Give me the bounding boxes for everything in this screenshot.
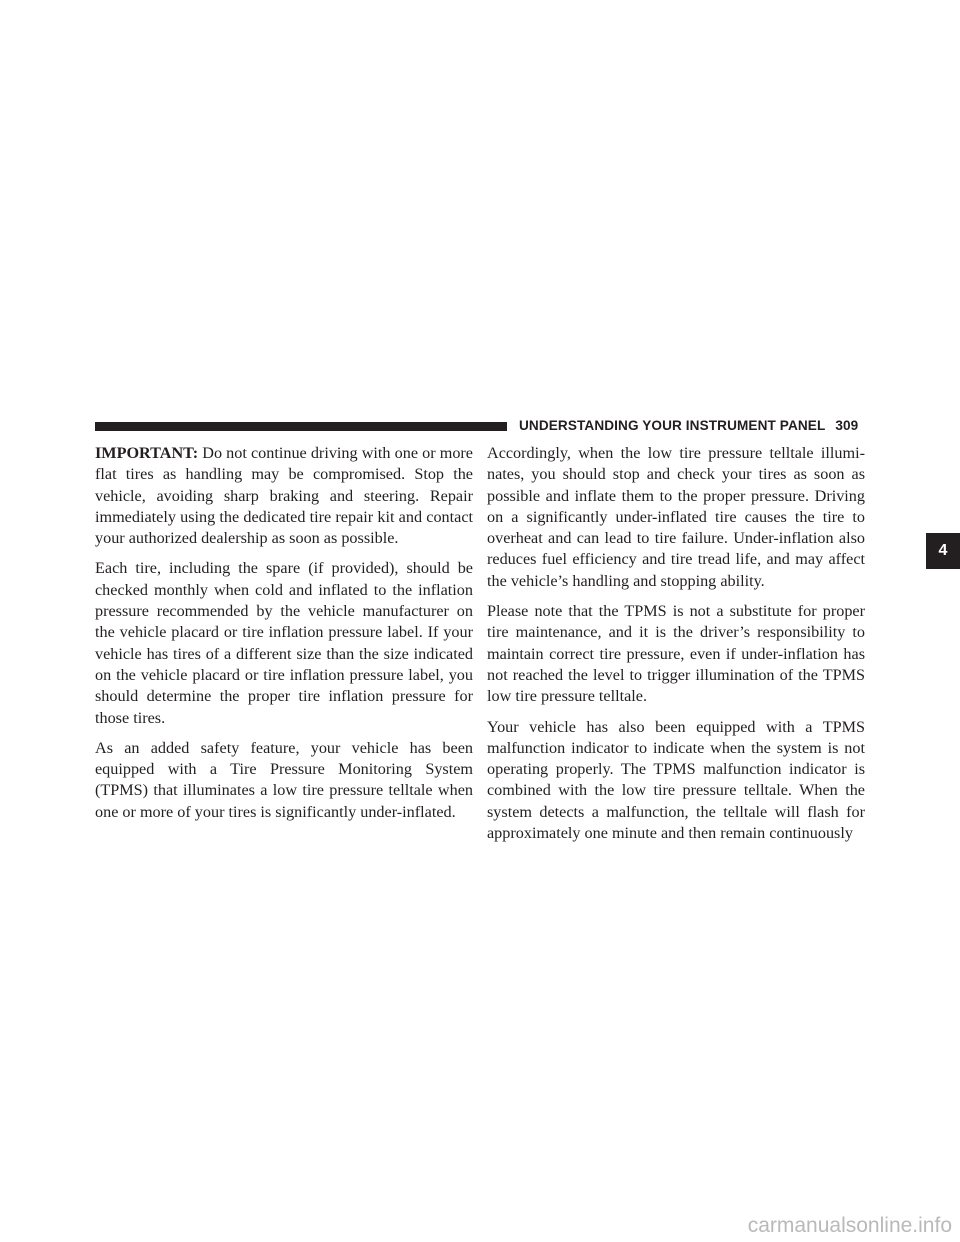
tpms-intro-paragraph: As an added safety feature, your vehicle has been equipped with a Tire Pressure Monitoring System (TPMS) that illuminates a low tire pressure telltale when one or more of your tires is significantly under-inflated. — [95, 738, 473, 821]
telltale-paragraph: Accordingly, when the low tire pressure telltale illuminates, you should stop and check your tires as soon as possible and inflate them to the proper pressure. Driving on a significantly under-inflated tire causes the tire to overheat and can lead to tire failure. Under-inflation also reduces fuel efficiency and tire tread life, and may affect the vehicle’s handling and stopping ability. — [487, 444, 865, 590]
section-title: UNDERSTANDING YOUR INSTRUMENT PANEL — [519, 418, 826, 433]
page-number: 309 — [835, 418, 859, 433]
important-paragraph — [95, 443, 473, 549]
important-text: Do not continue driving with one or more flat tires as handling may be compromised. Stop the vehicle, avoiding sharp braking and steering. Repair immediately using the dedicated tire repair kit and contact your authorized dealership as soon as possible. — [95, 444, 473, 548]
watermark: carmanualsonline.info — [747, 1214, 952, 1237]
maintenance-note-paragraph: Please note that the TPMS is not a substitute for proper tire maintenance, and it is the driver’s responsibility to maintain correct tire pressure, even if under-inflation has not reached the level to trigger illumination of the TPMS low tire pressure telltale. — [487, 602, 865, 706]
header-rule — [95, 422, 507, 431]
malfunction-indicator-paragraph: Your vehicle has also been equipped with a TPMS malfunction indicator to indicate when the system is not operating properly. The TPMS malfunction indicator is combined with the low tire pressure telltale. When the system detects a malfunction, the telltale will flash for approximately one minute and then remain continuously — [487, 717, 865, 843]
right-column — [487, 443, 865, 853]
left-column — [95, 443, 473, 832]
running-header — [519, 418, 858, 434]
chapter-tab: 4 — [926, 533, 960, 569]
important-label: IMPORTANT: — [95, 444, 199, 462]
tire-check-paragraph: Each tire, including the spare (if provided), should be checked monthly when cold and inflated to the inflation pressure recommended by the vehicle manufacturer on the vehicle placard or tire inflation pressure label. If your vehicle has tires of a different size than the size indicated on the vehicle placard or tire inflation pressure label, you should determine the proper tire inflation pressure for those tires. — [95, 559, 473, 727]
